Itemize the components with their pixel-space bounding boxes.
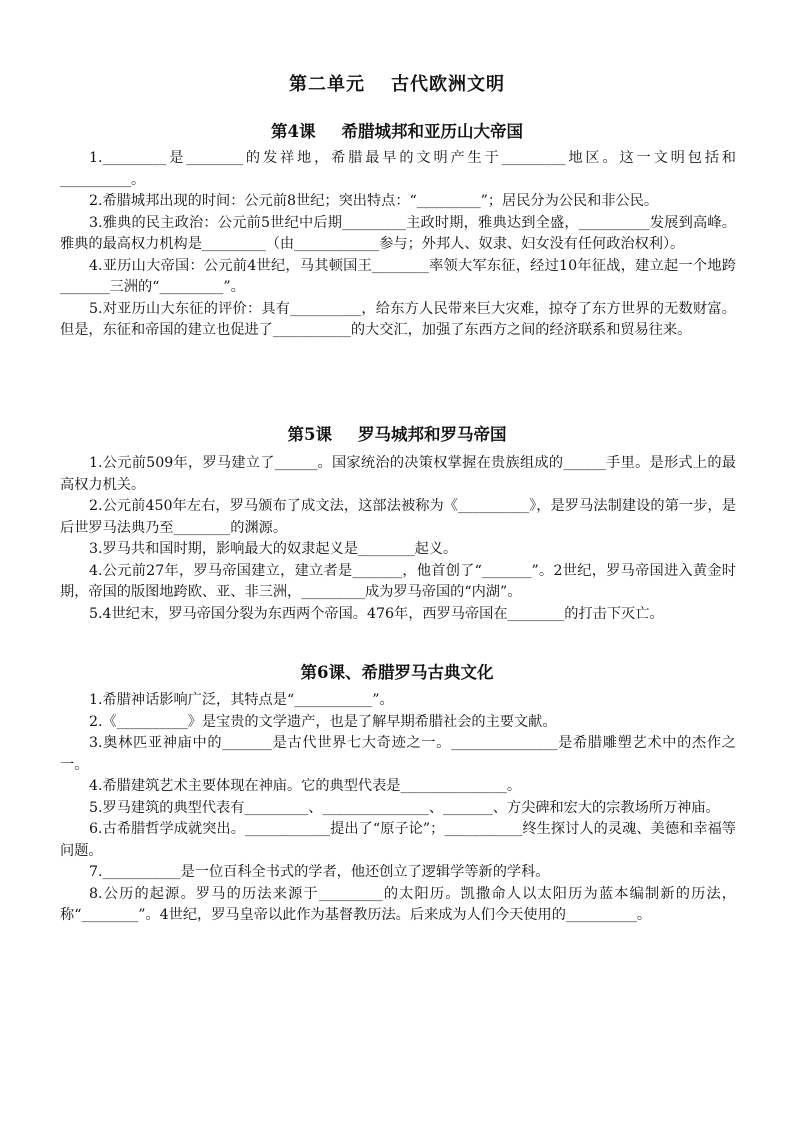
question-item: 1.公元前509年，罗马建立了______。国家统治的决策权掌握在贵族组成的______手里。是形式上的最高权力机关。	[60, 455, 736, 493]
lesson-4-number: 第4课	[271, 122, 316, 141]
question-item: 3.奥林匹亚神庙中的_______是古代世界七大奇迹之一。_______________是希腊雕塑艺术中的杰作之一。	[60, 735, 736, 773]
lesson-4-questions	[60, 148, 736, 342]
question-item: 8.公历的起源。罗马的历法来源于_________的太阳历。凯撒命人以太阳历为蓝本编制新的历法，称“________”。4世纪，罗马皇帝以此作为基督教历法。后来成为人们今天使用的__________。	[60, 885, 736, 923]
lesson-6-questions	[60, 690, 736, 927]
question-item: 3.雅典的民主政治：公元前5世纪中后期_________主政时期，雅典达到全盛，__________发展到高峰。雅典的最高权力机构是_________（由____________参与；外邦人、奴隶、妇女没有任何政治权利）。	[60, 214, 736, 252]
question-item: 2.希腊城邦出现的时间：公元前8世纪；突出特点：“_________”；居民分为公民和非公民。	[89, 193, 659, 209]
question-item: 4.亚历山大帝国：公元前4世纪，马其顿国王________率领大军东征，经过10年征战，建立起一个地跨_______三洲的“_________”。	[60, 257, 736, 295]
question-item: 4.公元前27年，罗马帝国建立，建立者是_______，他首创了“_______”。2世纪，罗马帝国进入黄金时期，帝国的版图地跨欧、亚、非三洲，_________成为罗马帝国的“内湖”。	[60, 562, 736, 600]
question-item: 5.对亚历山大东征的评价：具有__________，给东方人民带来巨大灾难，掠夺了东方世界的无数财富。但是，东征和帝国的建立也促进了___________的大交汇，加强了东西方之间的经济联系和贸易往来。	[60, 300, 736, 338]
lesson-6-heading	[0, 659, 794, 683]
question-item: 2.《__________》是宝贵的文学遗产，也是了解早期希腊社会的主要文献。	[89, 713, 557, 730]
question-item: 2.公元前450年左右，罗马颁布了成文法，这部法被称为《__________》，是罗马法制建设的第一步，是后世罗马法典乃至________的渊源。	[60, 498, 736, 536]
lesson-4-heading	[0, 118, 794, 142]
unit-title	[0, 70, 794, 96]
lesson-5-name: 罗马城邦和罗马帝国	[357, 425, 507, 444]
lesson-6-number: 第6课、希腊罗马古典文化	[300, 663, 494, 682]
lesson-5-number: 第5课	[287, 425, 332, 444]
unit-title-number: 第二单元	[289, 74, 365, 95]
lesson-5-questions	[60, 453, 736, 625]
question-item: 1._________是________的发祥地，希腊最早的文明产生于_________地区。这一文明包括和__________。	[60, 150, 736, 188]
question-item: 4.希腊建筑艺术主要体现在神庙。它的典型代表是_______________。	[89, 778, 522, 794]
lesson-4-name: 希腊城邦和亚历山大帝国	[341, 122, 523, 141]
unit-title-name: 古代欧洲文明	[391, 74, 505, 95]
question-item: 7.___________是一位百科全书式的学者，他还创立了逻辑学等新的学科。	[89, 864, 550, 880]
question-item: 5.罗马建筑的典型代表有_________、_______________、_______、方尖碑和宏大的宗教场所万神庙。	[89, 799, 720, 816]
question-item: 3.罗马共和国时期，影响最大的奴隶起义是________起义。	[89, 541, 458, 557]
question-item: 1.希腊神话影响广泛，其特点是“___________”。	[89, 692, 394, 708]
question-item: 5.4世纪末，罗马帝国分裂为东西两个帝国。476年，西罗马帝国在________的打击下灭亡。	[89, 605, 664, 622]
lesson-5-heading	[0, 421, 794, 445]
question-item: 6.古希腊哲学成就突出。____________提出了“原子论”；___________终生探讨人的灵魂、美德和幸福等问题。	[60, 821, 736, 859]
